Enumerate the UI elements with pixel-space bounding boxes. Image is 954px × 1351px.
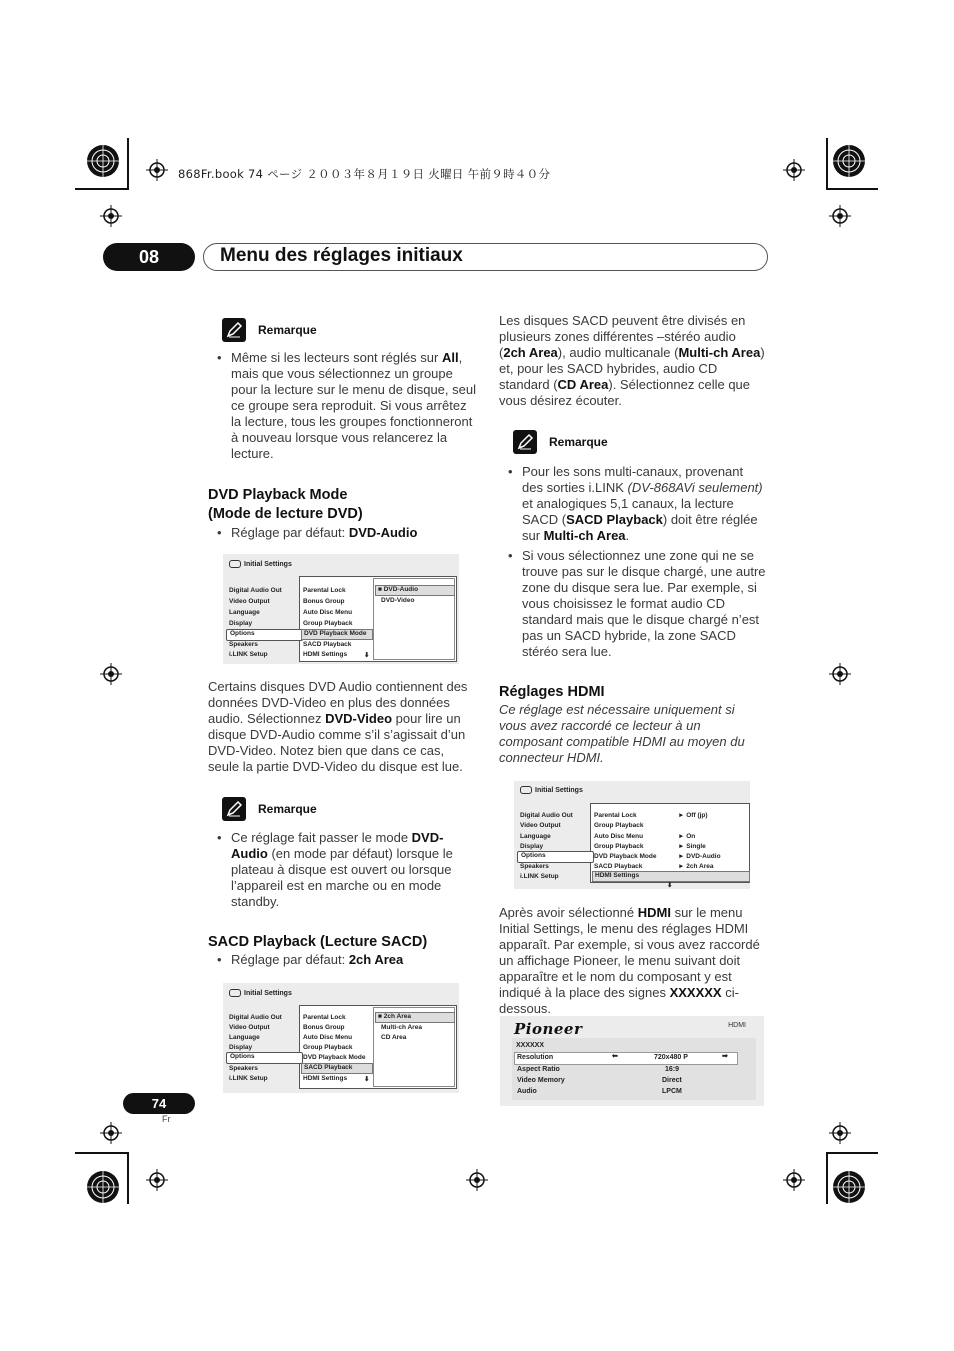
text: ci-dessous. [499,985,739,1016]
crosshair-icon [146,159,168,181]
crosshair-icon [466,1169,488,1191]
value-item: ► 2ch Area [678,863,714,870]
text: Les disques SACD peuvent être divisés en plusieurs zones différentes –stéréo audio ( [499,313,746,360]
pioneer-hdmi-screen [500,1016,764,1106]
list-item [208,525,476,541]
menu-item[interactable]: Speakers [229,641,258,648]
option-item[interactable]: DVD-Video [381,597,415,604]
crop-mark [826,138,828,190]
text: ) et, pour les SACD hybrides, audio CD standard ( [499,345,765,392]
value-item: ► DVD-Audio [678,853,721,860]
bold-text: DVD-Audio [348,525,418,540]
submenu-item[interactable]: Group Playback [303,620,353,627]
submenu-item[interactable]: Auto Disc Menu [594,833,644,840]
list-item [208,350,476,462]
language-code: Fr [162,1114,171,1124]
text: Pour les sons multi-canaux, provenant des sorties i.LINK [522,464,744,495]
crosshair-icon [100,1122,122,1144]
setting-value[interactable]: LPCM [662,1088,682,1095]
default-setting [208,525,476,545]
osd-screen-sacd-playback [223,983,459,1093]
crop-mark [75,1152,127,1154]
bold-text: All [441,350,459,365]
disc-icon [229,560,241,568]
submenu-item[interactable]: DVD Playback Mode [594,853,657,860]
text: Certains disques DVD Audio contiennent des données DVD-Video en plus des données audio. Sélectionnez [208,679,468,726]
menu-item[interactable]: Language [229,609,260,616]
paragraph [499,905,767,1017]
menu-item[interactable]: Display [229,1044,253,1051]
osd-screen-dvd-playback [223,554,459,664]
default-setting [208,952,476,972]
text: Réglage par défaut: [231,952,349,967]
menu-item[interactable]: Video Output [229,1024,270,1031]
menu-item[interactable]: Display [520,843,544,850]
menu-item[interactable]: Speakers [229,1065,258,1072]
disc-icon [229,989,241,997]
pencil-note-icon [222,797,246,821]
menu-item[interactable]: Display [229,620,253,627]
menu-item-selected[interactable]: Options [226,629,303,641]
option-item-selected[interactable]: ■ 2ch Area [375,1012,455,1023]
text: sur le menu Initial Settings, le menu des réglages HDMI apparaît. Par exemple, si vous avez raccordé un affichage Pioneer, le menu suivant doit apparaître et le nom du composant y est indiqué à la place des signes [499,905,760,1000]
text: ). Sélectionnez celle que vous désirez écouter. [499,377,751,408]
submenu-item[interactable]: Group Playback [594,843,644,850]
scroll-down-arrow-icon: ⬇ [364,652,370,659]
menu-item[interactable]: i.LINK Setup [229,1075,268,1082]
heading-line: DVD Playback Mode [208,487,348,503]
submenu-item[interactable]: Bonus Group [303,598,345,605]
value-item: ► On [678,833,696,840]
text: pour lire un disque DVD-Audio comme s’il s’agissait d’un DVD-Video. Notez bien que dans ce cas, seule la partie DVD-Video du disque est lue. [208,711,466,774]
crosshair-icon [829,1122,851,1144]
setting-value[interactable]: 16:9 [665,1066,680,1073]
value-text: Off (jp) [686,812,708,819]
option-text: 2ch Area [383,1013,411,1020]
italic-paragraph: Ce réglage est nécessaire uniquement si vous avez raccordé ce lecteur à un composant compatible HDMI au moyen du connecteur HDMI. [499,702,745,765]
value-text: On [686,833,696,840]
bold-text: CD Area [557,377,609,392]
menu-item[interactable]: i.LINK Setup [520,873,559,880]
note-label: Remarque [258,323,317,337]
menu-item[interactable]: Language [520,833,551,840]
paragraph [499,313,765,409]
option-text: DVD-Audio [383,586,419,593]
menu-item[interactable]: i.LINK Setup [229,651,268,658]
menu-item-selected[interactable]: Options [226,1052,303,1064]
right-arrow-icon[interactable]: ➡ [722,1053,728,1060]
crop-mark [826,1152,828,1204]
text: Ce réglage fait passer le mode [231,830,412,845]
setting-label[interactable]: Video Memory [517,1077,565,1084]
list-item: • Si vous sélectionnez une zone qui ne se trouve pas sur le disque chargé, une autre zone du disque sera lue. Par exemple, si vous choisissez le format audio CD standard mais que le disque chargé n’est pas un SACD hybride, la zone SACD stéréo sera lue. [499,548,767,660]
disc-icon [520,786,532,794]
submenu-item[interactable]: Parental Lock [303,1014,346,1021]
text: Réglage par défaut: [231,525,349,540]
pioneer-logo: Pioneer [514,1020,583,1038]
note-header [222,797,317,821]
submenu-item[interactable]: SACD Playback [303,641,352,648]
submenu-item[interactable]: Auto Disc Menu [303,609,353,616]
crosshair-icon [100,663,122,685]
list-item [499,464,767,544]
option-item[interactable]: CD Area [381,1034,407,1041]
crop-mark [127,1152,129,1204]
bold-text: DVD-Video [325,711,393,726]
note-label: Remarque [549,435,608,449]
note-bullets [208,830,468,914]
registration-target-icon [86,144,120,178]
list-item [208,952,476,968]
screen-title [229,560,292,568]
menu-item[interactable]: Language [229,1034,260,1041]
list-item [208,830,468,910]
chapter-title-box [203,243,768,271]
bold-text: 2ch Area [348,952,404,967]
menu-item[interactable]: Digital Audio Out [229,1014,282,1021]
crop-mark [127,138,129,190]
bold-text: Multi-ch Area [678,345,761,360]
setting-label[interactable]: Audio [517,1088,537,1095]
submenu-item[interactable]: Parental Lock [594,812,637,819]
setting-label[interactable]: Resolution [517,1054,554,1061]
text: Après avoir sélectionné [499,905,638,920]
left-arrow-icon[interactable]: ⬅ [612,1053,618,1060]
screen-title-text: Initial Settings [244,560,292,568]
heading-line: (Mode de lecture DVD) [208,506,363,522]
scroll-down-arrow-icon: ⬇ [667,882,673,889]
crop-mark [826,188,878,190]
value-item: ► Single [678,843,706,850]
chapter-number: 08 [103,243,195,271]
option-item[interactable]: Multi-ch Area [381,1024,422,1031]
bold-text: 2ch Area [503,345,558,360]
text: et analogiques 5,1 canaux, la lecture SACD ( [522,496,734,527]
screen-title [229,989,292,997]
setting-value[interactable]: 720x480 P [654,1054,688,1061]
submenu-item[interactable]: DVD Playback Mode [303,1054,366,1061]
setting-label[interactable]: Aspect Ratio [517,1066,560,1073]
section-heading: Réglages HDMI [499,684,605,700]
note-header [513,430,608,454]
crosshair-icon [829,205,851,227]
text: ), audio multicanale ( [557,345,679,360]
note-header [222,318,317,342]
bold-text: Multi-ch Area [543,528,626,543]
crosshair-icon [783,159,805,181]
menu-item[interactable]: Digital Audio Out [229,587,282,594]
submenu-item[interactable]: HDMI Settings [303,1075,348,1082]
chapter-title: Menu des réglages initiaux [220,245,463,266]
bold-text: SACD Playback [566,512,663,527]
pencil-note-icon [513,430,537,454]
page-number: 74 [123,1093,195,1114]
value-item: ► Off (jp) [678,812,708,819]
note-label: Remarque [258,802,317,816]
option-item-selected[interactable]: ■ DVD-Audio [375,585,455,596]
book-header-line: 868Fr.book 74 ページ ２００３年８月１９日 火曜日 午前９時４０分 [178,167,551,181]
value-text: DVD-Audio [686,853,721,860]
crosshair-icon [146,1169,168,1191]
text: (en mode par défaut) lorsque le plateau à disque est ouvert ou lorsque l’appareil est en marche ou en mode standby. [231,846,453,909]
crop-mark [826,1152,878,1154]
menu-item[interactable]: Digital Audio Out [520,812,573,819]
submenu-item[interactable]: Auto Disc Menu [303,1034,353,1041]
osd-screen-hdmi-settings [514,781,750,889]
section-heading: SACD Playback (Lecture SACD) [208,934,428,950]
bold-text: HDMI [637,905,671,920]
note-bullets [208,350,476,466]
menu-item[interactable]: Video Output [229,598,270,605]
crosshair-icon [783,1169,805,1191]
crosshair-icon [100,205,122,227]
paragraph [208,679,476,775]
registration-target-icon [86,1170,120,1204]
text: Même si les lecteurs sont réglés sur [231,350,442,365]
bold-text: DVD-Audio [231,830,444,861]
registration-target-icon [832,1170,866,1204]
text: . [625,528,630,543]
scroll-down-arrow-icon: ⬇ [364,1076,370,1083]
submenu-item[interactable]: Bonus Group [303,1024,345,1031]
submenu-item-selected[interactable]: DVD Playback Mode [301,629,373,640]
italic-text: (DV-868AVi seulement) [627,480,763,495]
hdmi-label: HDMI [728,1022,746,1029]
submenu-item[interactable]: HDMI Settings [303,651,348,658]
menu-item[interactable]: Video Output [520,822,561,829]
setting-value[interactable]: Direct [662,1077,682,1084]
crop-mark [75,188,127,190]
value-text: 2ch Area [686,863,714,870]
screen-title-text: Initial Settings [535,786,583,794]
submenu-item[interactable]: SACD Playback [594,863,643,870]
submenu-item-selected[interactable]: SACD Playback [301,1063,373,1074]
device-name: XXXXXX [516,1042,545,1049]
submenu-item-selected[interactable]: HDMI Settings [592,871,750,882]
text: ) doit être réglée sur [522,512,758,543]
submenu-item[interactable]: Parental Lock [303,587,346,594]
text: , mais que vous sélectionnez un groupe pour la lecture sur le menu de disque, seul ce groupe sera reproduit. Si vous arrêtez la lecture, tous les groupes fonctionneront à nouveau lorsque vous relancerez la lecture. [231,350,476,461]
crosshair-icon [829,663,851,685]
value-text: Single [686,843,706,850]
section-heading [208,486,363,524]
screen-title-text: Initial Settings [244,989,292,997]
pencil-note-icon [222,318,246,342]
menu-item[interactable]: Speakers [520,863,549,870]
menu-item-selected[interactable]: Options [517,851,594,863]
registration-target-icon [832,144,866,178]
submenu-item[interactable]: Group Playback [303,1044,353,1051]
bold-text: XXXXXX [669,985,722,1000]
submenu-item[interactable]: Group Playback [594,822,644,829]
screen-title [520,786,583,794]
note-bullets [499,464,767,664]
